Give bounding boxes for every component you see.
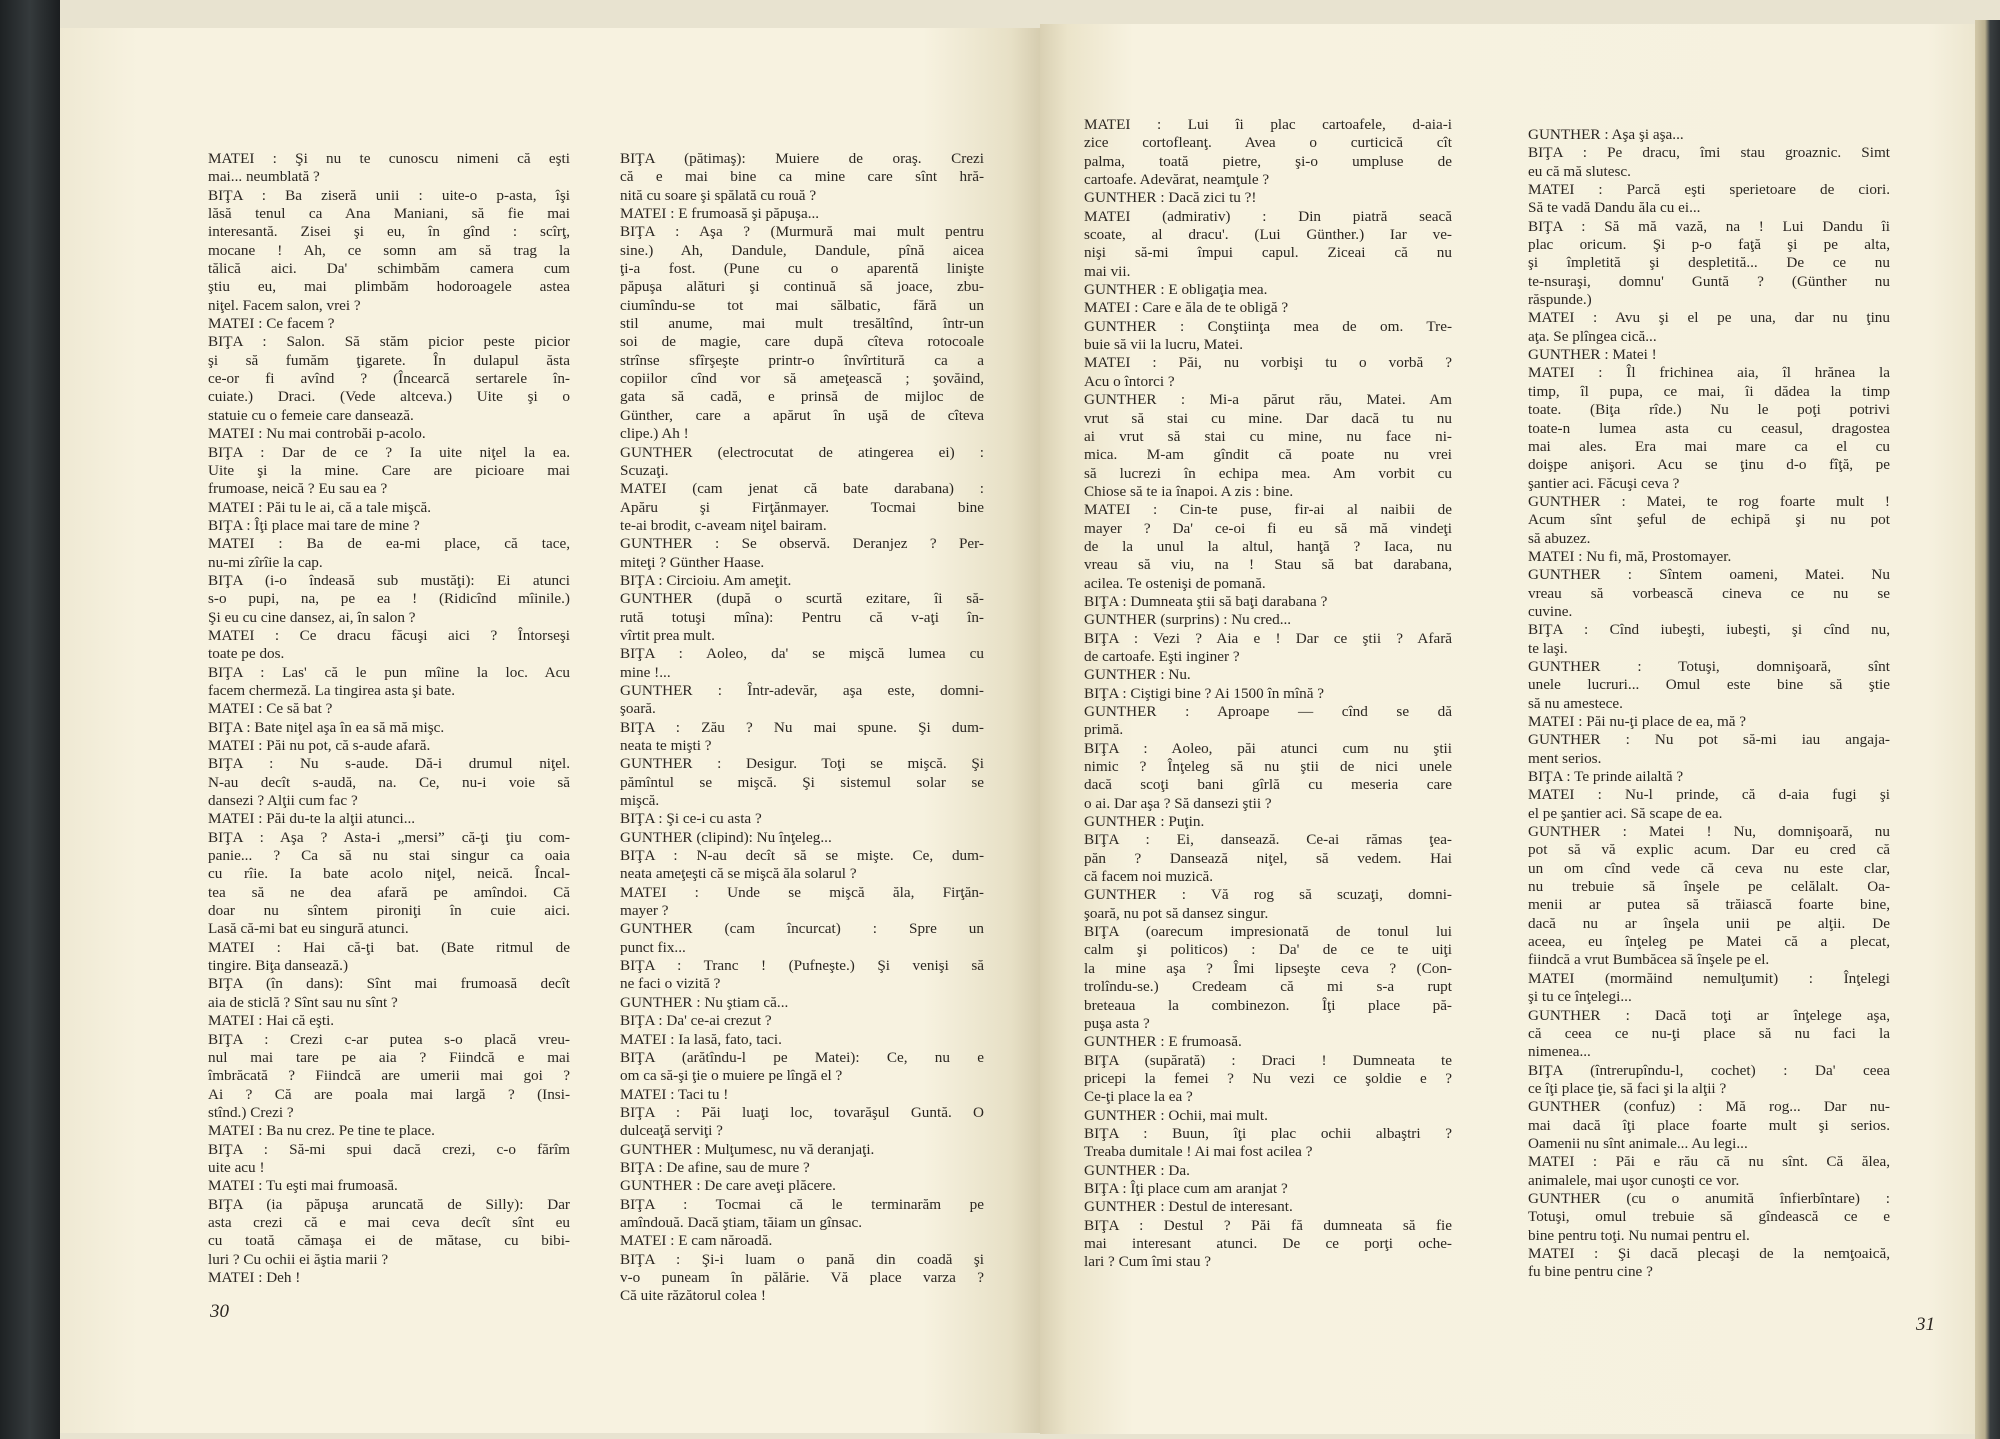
text-line: BIŢA (pătimaş): Muiere de oraş. Crezi: [620, 150, 984, 167]
left-page-column-2: [620, 150, 984, 1306]
text-line: BIŢA : Îţi place cum am aranjat ?: [1084, 1179, 1288, 1197]
text-line: MATEI : Ia lasă, fato, taci.: [620, 1030, 782, 1048]
text-line: MATEI : Păi nu-ţi place de ea, mă ?: [1528, 713, 1747, 730]
text-line: Treaba dumitale ! Ai mai fost acilea ?: [1084, 1143, 1313, 1161]
text-line: BIŢA : Dumneata ştii să baţi darabana ?: [1084, 592, 1328, 610]
text-line: menii ar putea să trăiască foarte bine,: [1528, 896, 1890, 914]
text-line: îmbrăcată ? Fiindcă are umerii mai goi ?: [208, 1067, 570, 1085]
text-line: dacă nu ar înşela unii pe alţii. De: [1528, 914, 1890, 932]
text-line: BIŢA : Aoleo, păi atunci cum nu ştii: [1084, 739, 1452, 757]
text-line: toate-n lumea asta cu ceasul, dragostea: [1528, 419, 1890, 437]
text-line: MATEI : E cam năroadă.: [620, 1232, 773, 1250]
text-line: MATEI : Unde se mişcă ăla, Firţăn-: [620, 883, 984, 901]
text-line: timp, îl pupa, ce mai, îi dădea la timp: [1528, 382, 1890, 400]
text-line: GUNTHER : Puţin.: [1084, 813, 1205, 831]
text-line: amîndouă. Dacă ştiam, tăiam un gînsac.: [620, 1213, 863, 1231]
text-line: să nu amestece.: [1528, 694, 1623, 712]
text-line: MATEI (mormăind nemulţumit) : Înţelegi: [1528, 969, 1890, 987]
text-line: GUNTHER : E obligaţia mea.: [1084, 281, 1268, 299]
text-line: BIŢA : Da' ce-ai crezut ?: [620, 1012, 772, 1030]
text-line: MATEI : Îl frichinea aia, îl hrănea la: [1528, 364, 1890, 382]
text-line: mocane ! Ah, ce somn am să trag la: [208, 241, 570, 259]
text-line: MATEI : Ba nu crez. Pe tine te place.: [208, 1122, 435, 1140]
left-page-number: 30: [210, 1301, 229, 1322]
text-line: MATEI : Păi du-te la alţii atunci...: [208, 810, 416, 828]
text-line: şoară, nu pot să dansez singur.: [1084, 904, 1269, 922]
text-line: interesantă. Zisei şi eu, în gînd : scîrţ,: [208, 223, 570, 241]
text-line: clipe.) Ah !: [620, 425, 689, 443]
text-line: GUNTHER : Matei, te rog foarte mult !: [1528, 492, 1890, 510]
text-line: ment serios.: [1528, 749, 1602, 767]
text-line: GUNTHER : Nu.: [1084, 666, 1191, 684]
text-line: de la unul la altul, hanţă ? Iaca, nu: [1084, 537, 1452, 555]
text-line: mayer ?: [620, 902, 669, 920]
text-line: ne faci o vizită ?: [620, 975, 721, 993]
text-line: MATEI : Hai că-ţi bat. (Bate ritmul de: [208, 938, 570, 956]
text-line: şantier aci. Făcuşi ceva ?: [1528, 474, 1680, 492]
text-line: GUNTHER : Dacă toţi ar înţelege aşa,: [1528, 1006, 1890, 1024]
text-line: s-o pupi, na, pe ea ! (Ridicînd mîinile.): [208, 590, 570, 608]
text-line: GUNTHER : Sîntem oameni, Matei. Nu: [1528, 566, 1890, 584]
left-page: [60, 28, 1040, 1433]
text-line: MATEI : Taci tu !: [620, 1085, 729, 1103]
text-line: BIŢA : Ei, dansează. Ce-ai rămas ţea-: [1084, 831, 1452, 849]
text-line: MATEI : Avu şi el pe una, dar nu ţinu: [1528, 309, 1890, 327]
text-line: ce îţi place ţie, să faci şi la alţii ?: [1528, 1079, 1727, 1097]
text-line: stînd.) Crezi ?: [208, 1103, 294, 1121]
text-line: lăsă tenul ca Ana Maniani, să fie mai: [208, 205, 570, 223]
text-line: MATEI : Şi dacă plecaşi de la nemţoaică,: [1528, 1244, 1890, 1262]
text-line: asta crezi că e mai ceva decît sînt eu: [208, 1213, 570, 1231]
text-line: lari ? Cum îmi stau ?: [1084, 1253, 1211, 1271]
text-line: şi să fumăm ţigarete. În dulapul ăsta: [208, 351, 570, 369]
text-line: fu bine pentru cine ?: [1528, 1263, 1653, 1281]
text-line: MATEI : Nu-l prinde, că d-aia fugi şi: [1528, 786, 1890, 804]
text-line: GUNTHER : Dacă zici tu ?!: [1084, 189, 1257, 207]
text-line: ciumîndu-se tot mai sălbatic, fără un: [620, 296, 984, 314]
text-line: GUNTHER : Într-adevăr, aşa este, domni-: [620, 681, 984, 699]
text-line: BIŢA : Tranc ! (Pufneşte.) Şi venişi să: [620, 957, 984, 975]
text-line: te-ai brodit, c-aveam niţel bairam.: [620, 516, 827, 534]
left-page-column-1: [208, 150, 570, 1287]
text-line: miteţi ? Günther Haase.: [620, 553, 765, 571]
text-line: Günther, care a apărut în uşă de cîteva: [620, 406, 984, 424]
text-line: BIŢA : Îţi place mai tare de mine ?: [208, 516, 420, 534]
text-line: Ce-ţi place la ea ?: [1084, 1088, 1193, 1106]
text-line: GUNTHER : Vă rog să scuzaţi, domni-: [1084, 886, 1452, 904]
text-line: BIŢA : Bate niţel aşa în ea să mă mişc.: [208, 718, 445, 736]
text-line: om ca să-şi ţie o muiere pe lîngă el ?: [620, 1067, 843, 1085]
text-line: GUNTHER (cu o anumită înfierbîntare) :: [1528, 1189, 1890, 1207]
text-line: GUNTHER (după o scurtă ezitare, îi să-: [620, 590, 984, 608]
text-line: nită cu soare şi spălată cu rouă ?: [620, 186, 817, 204]
text-line: GUNTHER : Mi-a părut rău, Matei. Am: [1084, 391, 1452, 409]
text-line: GUNTHER (clipind): Nu înţeleg...: [620, 828, 832, 846]
text-line: MATEI : Păi nu pot, că s-aude afară.: [208, 737, 431, 754]
text-line: GUNTHER : Conştiinţa mea de om. Tre-: [1084, 317, 1452, 335]
text-line: mica. M-am gîndit că poate nu vrei: [1084, 446, 1452, 464]
text-line: Chiose să te ia înapoi. A zis : bine.: [1084, 482, 1294, 500]
text-line: GUNTHER : Matei ! Nu, domnişoară, nu: [1528, 823, 1890, 841]
text-line: răspunde.): [1528, 291, 1592, 309]
text-line: GUNTHER : Aproape — cînd se dă: [1084, 703, 1452, 720]
text-line: GUNTHER (cam încurcat) : Spre un: [620, 920, 984, 938]
text-line: acilea. Te ostenişi de pomană.: [1084, 574, 1266, 592]
text-line: BIŢA : Las' că le pun mîine la loc. Acu: [208, 663, 570, 681]
text-line: pricepi la femei ? Nu vezi ce şoldie e ?: [1084, 1069, 1452, 1087]
text-line: cuvine.: [1528, 602, 1573, 620]
text-line: calm şi politicos) : Da' de ce te uiţi: [1084, 941, 1452, 959]
text-line: gata să cadă, e prinsă de mijloc de: [620, 388, 984, 406]
text-line: MATEI : Parcă eşti sperietoare de ciori.: [1528, 181, 1890, 199]
text-line: GUNTHER : Da.: [1084, 1161, 1190, 1179]
text-line: bine pentru toţi. Nu numai pentru el.: [1528, 1226, 1750, 1244]
text-line: uite acu !: [208, 1158, 265, 1176]
text-line: palma, toată pietre, şi-o umpluse de: [1084, 152, 1452, 170]
text-line: BIŢA (i-o îndeasă sub mustăţi): Ei atunci: [208, 571, 570, 589]
text-line: că ceea ce nu-ţi place să nu faci la: [1528, 1024, 1890, 1042]
text-line: BIŢA : Şi ce-i cu asta ?: [620, 810, 762, 828]
text-line: Scuzaţi.: [620, 461, 669, 479]
text-line: trolîndu-se.) Credeam că mi s-a rupt: [1084, 978, 1452, 996]
text-line: sine.) Ah, Dandule, Dandule, pînă aicea: [620, 241, 984, 259]
text-line: să abuzez.: [1528, 529, 1591, 547]
text-line: nul mai tare pe aia ? Fiindcă e mai: [208, 1048, 570, 1066]
text-line: zice cortofleanţ. Avea o curticică cît: [1084, 134, 1452, 152]
right-page: [1040, 24, 1975, 1434]
text-line: ai vrut să stai cu mine, nu face ni-: [1084, 427, 1452, 445]
text-line: BIŢA : Dar de ce ? Ia uite niţel la ea.: [208, 443, 570, 461]
text-line: GUNTHER : Nu pot să-mi iau angaja-: [1528, 731, 1890, 749]
text-line: GUNTHER (confuz) : Mă rog... Dar nu-: [1528, 1098, 1890, 1116]
text-line: BIŢA : Să-mi spui dacă crezi, c-o fărîm: [208, 1140, 570, 1158]
text-line: stil anume, mai mult tresăltînd, într-un: [620, 315, 984, 333]
text-line: şoară.: [620, 700, 656, 718]
text-line: ce-or fi avînd ? (Încearcă sertarele în-: [208, 370, 570, 388]
text-line: breteaua la combinezon. Îţi place pă-: [1084, 996, 1452, 1014]
text-line: GUNTHER : Se observă. Deranjez ? Per-: [620, 535, 984, 553]
text-line: BIŢA : Aşa ? Asta-i „mersi” că-ţi ţiu com-: [208, 828, 570, 846]
text-line: Apăru şi Firţănmayer. Tocmai bine: [620, 498, 984, 516]
text-line: MATEI (admirativ) : Din piatră seacă: [1084, 207, 1452, 225]
text-line: BIŢA : Salon. Să stăm picior peste picior: [208, 333, 570, 351]
text-line: BIŢA : Vezi ? Aia e ! Dar ce ştii ? Afară: [1084, 629, 1452, 647]
text-line: nimenea...: [1528, 1043, 1591, 1061]
text-line: Ai ? Că are poala mai largă ? (Insi-: [208, 1085, 570, 1103]
text-line: că e mai bine ca mine care sînt hră-: [620, 168, 984, 186]
text-line: BIŢA (oarecum impresionată de tonul lui: [1084, 923, 1452, 941]
text-line: nişi să-mi împui capul. Ziceai că nu: [1084, 244, 1452, 262]
text-line: BIŢA : Cînd iubeşti, iubeşti, şi cînd nu,: [1528, 621, 1890, 639]
text-line: nu trebuie să înşele pe celălalt. Oa-: [1528, 878, 1890, 896]
right-page-column-1: [1084, 116, 1452, 1272]
right-page-column-2: [1528, 126, 1890, 1282]
text-line: aia de sticlă ? Sînt sau nu sînt ?: [208, 993, 398, 1011]
text-line: Să te vadă Dandu ăla cu ei...: [1528, 199, 1701, 217]
text-line: niţel. Facem salon, vrei ?: [208, 296, 361, 314]
text-line: toate. (Biţa rîde.) Nu le poţi potrivi: [1528, 401, 1890, 419]
text-line: cartoafe. Adevărat, neamţule ?: [1084, 171, 1270, 189]
text-line: BIŢA : Tocmai că le terminarăm pe: [620, 1195, 984, 1213]
text-line: BIŢA : N-au decît să se mişte. Ce, dum-: [620, 847, 984, 865]
text-line: Acu o întorci ?: [1084, 372, 1175, 390]
text-line: BIŢA (arătîndu-l pe Matei): Ce, nu e: [620, 1048, 984, 1066]
text-line: dulceaţă serviţi ?: [620, 1122, 723, 1140]
text-line: v-o puneam în pălărie. Vă place varza ?: [620, 1268, 984, 1286]
text-line: MATEI : Şi nu te cunoscu nimeni că eşti: [208, 150, 570, 167]
text-line: Lasă că-mi bat eu singură atunci.: [208, 920, 409, 938]
text-line: şi împletită şi despletită... De ce nu: [1528, 254, 1890, 272]
text-line: ţi-a fost. (Pune cu o aparentă linişte: [620, 260, 984, 278]
book-right-edge: [1975, 20, 2000, 1439]
text-line: MATEI (cam jenat că bate darabana) :: [620, 480, 984, 498]
text-line: BIŢA (întrerupîndu-l, cochet) : Da' ceea: [1528, 1061, 1890, 1079]
text-line: dansezi ? Alţii cum fac ?: [208, 792, 358, 810]
text-line: BIŢA : Zău ? Nu mai spune. Şi dum-: [620, 718, 984, 736]
text-line: MATEI : Nu mai controbăi p-acolo.: [208, 425, 426, 443]
text-line: GUNTHER : Matei !: [1528, 346, 1657, 364]
text-line: MATEI : Păi, nu vorbişi tu o vorbă ?: [1084, 354, 1452, 372]
right-page-number: 31: [1916, 1314, 1935, 1335]
text-line: facem chermeză. La tingirea asta şi bate.: [208, 681, 456, 699]
text-line: BIŢA : De afine, sau de mure ?: [620, 1158, 810, 1176]
text-line: el pe şantier aci. Să scape de ea.: [1528, 804, 1723, 822]
text-line: copiilor cînd vor să ameţească ; şovăind,: [620, 370, 984, 388]
text-line: Că uite răzătorul colea !: [620, 1287, 766, 1305]
text-line: luri ? Cu ochii ei ăştia marii ?: [208, 1250, 389, 1268]
text-line: la mine aşa ? Îmi lipseşte ceva ? (Con-: [1084, 959, 1452, 977]
text-line: MATEI : Tu eşti mai frumoasă.: [208, 1177, 398, 1195]
text-line: MATEI : Păi tu le ai, că a tale mişcă.: [208, 498, 432, 516]
text-line: GUNTHER : Ochii, mai mult.: [1084, 1106, 1268, 1124]
text-line: GUNTHER : Totuşi, domnişoară, sînt: [1528, 657, 1890, 675]
text-line: plac oricum. Şi p-o faţă şi pe alta,: [1528, 236, 1890, 254]
text-line: mai interesant atunci. De ce porţi oche-: [1084, 1234, 1452, 1252]
text-line: MATEI : Deh !: [208, 1268, 301, 1286]
text-line: MATEI : Lui îi plac cartoafele, d-aia-i: [1084, 116, 1452, 133]
text-line: mayer ? Da' ce-oi fi eu să mă vindeţi: [1084, 519, 1452, 537]
text-line: Şi eu cu cine dansez, ai, în salon ?: [208, 608, 416, 626]
text-line: MATEI : E frumoasă şi păpuşa...: [620, 205, 820, 223]
text-line: să lucrezi în echipa mea. Am vorbit cu: [1084, 464, 1452, 482]
text-line: GUNTHER : Mulţumesc, nu vă deranjaţi.: [620, 1140, 875, 1158]
text-line: MATEI : Cin-te puse, fir-ai al naibii de: [1084, 501, 1452, 519]
text-line: GUNTHER : Nu ştiam că...: [620, 993, 789, 1011]
text-line: vreau să viu, na ! Stau să bat darabana,: [1084, 556, 1452, 574]
text-line: vrut să stai cu mine. Dar dacă tu nu: [1084, 409, 1452, 427]
text-line: rută totuşi mîna): Pentru că v-aţi în-: [620, 608, 984, 626]
text-line: BIŢA : Ciştigi bine ? Ai 1500 în mînă ?: [1084, 684, 1325, 702]
text-line: toate pe dos.: [208, 645, 285, 663]
text-line: pămîntul se mişcă. Şi sistemul solar se: [620, 773, 984, 791]
text-line: BIŢA : Păi luaţi loc, tovarăşul Guntă. O: [620, 1103, 984, 1121]
text-line: te laşi.: [1528, 639, 1568, 657]
text-line: BIŢA (ia păpuşa aruncată de Silly): Dar: [208, 1195, 570, 1213]
text-line: GUNTHER (surprins) : Nu cred...: [1084, 611, 1292, 629]
text-line: vîrtit prea mult.: [620, 626, 715, 644]
text-line: statuie cu o femeie care dansează.: [208, 406, 414, 424]
text-line: punct fix...: [620, 938, 686, 956]
text-line: BIŢA (supărată) : Draci ! Dumneata te: [1084, 1051, 1452, 1069]
text-line: nimic ? Înţeleg să nu ştii de nici unele: [1084, 758, 1452, 776]
text-line: că facem noi muzică.: [1084, 868, 1214, 886]
text-line: mişcă.: [620, 792, 660, 810]
text-line: de cartoafe. Eşti inginer ?: [1084, 647, 1240, 665]
text-line: tingire. Biţa dansează.): [208, 957, 349, 975]
text-line: GUNTHER : De care aveţi plăcere.: [620, 1177, 836, 1195]
text-line: dacă scoţi bani gîrlă cu meseria care: [1084, 776, 1452, 794]
text-line: buie să vii la lucru, Matei.: [1084, 336, 1244, 354]
text-line: frumoase, neică ? Eu sau ea ?: [208, 480, 388, 498]
text-line: doar nu sîntem pironiţi în cuie aici.: [208, 902, 570, 920]
text-line: unele lucruri... Omul este bine să ştie: [1528, 676, 1890, 694]
text-line: ştiu eu, mai plimbăm hodoroagele astea: [208, 278, 570, 296]
text-line: BIŢA : Aoleo, da' se mişcă lumea cu: [620, 645, 984, 663]
text-line: fiindcă a vrut Bumbăcea să înşele pe el.: [1528, 951, 1770, 969]
text-line: GUNTHER : Desigur. Toţi se mişcă. Şi: [620, 755, 984, 773]
text-line: soi de magie, care după cîteva rotocoale: [620, 333, 984, 351]
text-line: mine !...: [620, 663, 671, 681]
text-line: MATEI : Ce dracu făcuşi aici ? Întorseşi: [208, 626, 570, 644]
text-line: neata te mişti ?: [620, 737, 712, 754]
text-line: MATEI : Ce să bat ?: [208, 700, 333, 718]
text-line: nu-mi zîrîie la cap.: [208, 553, 323, 571]
text-line: BIŢA : Aşa ? (Murmură mai mult pentru: [620, 223, 984, 241]
text-line: panie... ? Ca să nu stai singur ca oaia: [208, 847, 570, 865]
text-line: BIŢA : Să mă vază, na ! Lui Dandu îi: [1528, 217, 1890, 235]
text-line: strînse sfîrşeşte printr-o învîrtitură ca a: [620, 351, 984, 369]
text-line: BIŢA : Şi-i luam o pană din coadă şi: [620, 1250, 984, 1268]
text-line: BIŢA : Nu s-aude. Dă-i drumul niţel.: [208, 755, 570, 773]
text-line: GUNTHER : E frumoasă.: [1084, 1033, 1242, 1051]
text-line: BIŢA : Circioiu. Am ameţit.: [620, 571, 792, 589]
text-line: neata ameţeşti că se mişcă ăla solarul ?: [620, 865, 857, 883]
text-line: te-nsuraşi, domnu' Guntă ? (Günther nu: [1528, 272, 1890, 290]
text-line: un om cînd vede că ceva nu este clar,: [1528, 859, 1890, 877]
text-line: Totuşi, omul trebuie să gîndească ce e: [1528, 1208, 1890, 1226]
text-line: mai dacă îţi place foarte mult şi serios.: [1528, 1116, 1890, 1134]
text-line: pot să vă explic acum. Dar eu cred că: [1528, 841, 1890, 859]
text-line: MATEI : Hai că eşti.: [208, 1012, 335, 1030]
text-line: doişpe anişori. Acu se ţinu d-o fîţă, pe: [1528, 456, 1890, 474]
text-line: MATEI : Nu fi, mă, Prostomayer.: [1528, 547, 1732, 565]
text-line: şi tu ce înţelegi...: [1528, 988, 1632, 1006]
text-line: Uite şi la mine. Care are picioare mai: [208, 461, 570, 479]
text-line: mai vii.: [1084, 262, 1131, 280]
text-line: eu că mă slutesc.: [1528, 162, 1631, 180]
text-line: tălică aici. Da' schimbăm camera cum: [208, 260, 570, 278]
text-line: puşa asta ?: [1084, 1014, 1150, 1032]
text-line: vreau să vorbească cineva ce nu se: [1528, 584, 1890, 602]
text-line: cuiate.) Draci. (Vede altceva.) Uite şi o: [208, 388, 570, 406]
text-line: GUNTHER (electrocutat de atingerea ei) :: [620, 443, 984, 461]
text-line: Oamenii nu sînt animale... Au legi...: [1528, 1134, 1748, 1152]
text-line: GUNTHER : Destul de interesant.: [1084, 1198, 1293, 1216]
text-line: păn ? Dansează niţel, să vedem. Hai: [1084, 849, 1452, 867]
text-line: BIŢA (în dans): Sînt mai frumoasă decît: [208, 975, 570, 993]
text-line: BIŢA : Ba ziseră unii : uite-o p-asta, îşi: [208, 186, 570, 204]
text-line: MATEI : Care e ăla de te obligă ?: [1084, 299, 1289, 317]
text-line: N-au decît s-audă, na. Ce, nu-i voie să: [208, 773, 570, 791]
text-line: Acum sînt şeful de echipă şi nu pot: [1528, 511, 1890, 529]
text-line: animalele, mai uşor cunoşti ce vor.: [1528, 1171, 1740, 1189]
text-line: BIŢA : Destul ? Păi fă dumneata să fie: [1084, 1216, 1452, 1234]
text-line: păpuşa alături şi continuă să joace, zbu-: [620, 278, 984, 296]
text-line: BIŢA : Te prinde ailaltă ?: [1528, 768, 1684, 786]
text-line: primă.: [1084, 721, 1124, 739]
text-line: aceea, eu înţeleg pe Matei că a plecat,: [1528, 933, 1890, 951]
text-line: tea să ne dea afară pe amîndoi. Că: [208, 883, 570, 901]
text-line: cu toată cămaşa ei de mătase, cu bibi-: [208, 1232, 570, 1250]
text-line: BIŢA : Pe dracu, îmi stau groaznic. Simt: [1528, 144, 1890, 162]
text-line: o ai. Dar aşa ? Să dansezi ştii ?: [1084, 794, 1272, 812]
text-line: cu rîie. Ia bate acolo niţel, neică. Încal-: [208, 865, 570, 883]
text-line: MATEI : Ba de ea-mi place, că tace,: [208, 535, 570, 553]
text-line: mai ales. Era mai mare ca el cu: [1528, 437, 1890, 455]
text-line: BIŢA : Buun, îţi plac ochii albaştri ?: [1084, 1124, 1452, 1142]
text-line: aţa. Se plîngea cică...: [1528, 327, 1657, 345]
text-line: BIŢA : Crezi c-ar putea s-o placă vreu-: [208, 1030, 570, 1048]
text-line: MATEI : Păi e rău că nu sînt. Că ălea,: [1528, 1153, 1890, 1171]
text-line: mai... neumblată ?: [208, 168, 320, 186]
text-line: GUNTHER : Aşa şi aşa...: [1528, 126, 1684, 143]
text-line: scoate, al dracu'. (Lui Günther.) Iar ve-: [1084, 226, 1452, 244]
text-line: MATEI : Ce facem ?: [208, 315, 335, 333]
